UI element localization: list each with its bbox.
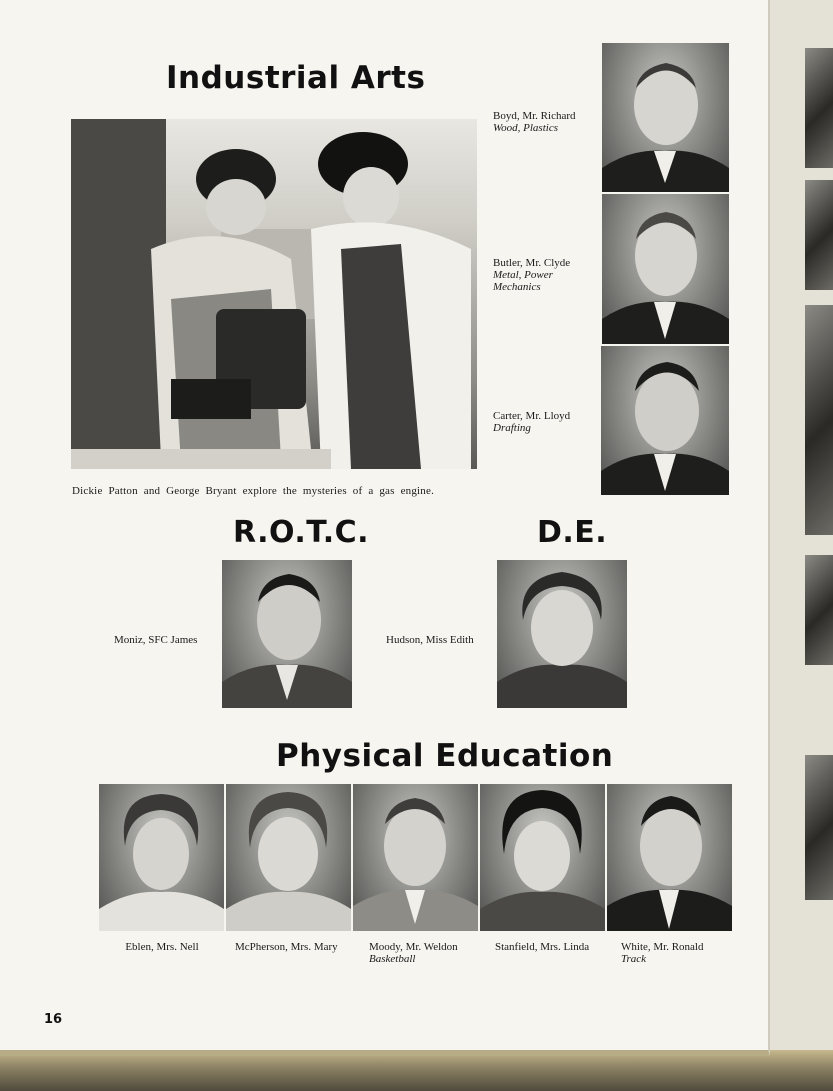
section-heading-rotc: R.O.T.C. [233,515,370,550]
portrait-photo [480,784,605,931]
portrait-photo [226,784,351,931]
portrait-photo [601,346,729,495]
portrait-photo [602,43,729,192]
adjacent-page-photo [805,555,833,665]
faculty-subject: Drafting [493,422,531,434]
portrait-photo [602,194,729,344]
faculty-subject: Track [621,953,647,965]
adjacent-page-photo [805,305,833,535]
section-heading-de: D.E. [537,515,608,550]
faculty-label [369,941,458,965]
adjacent-page-photo [805,180,833,290]
faculty-name: Moniz, SFC James [114,634,198,646]
adjacent-page-photo [805,755,833,900]
faculty-label [103,941,221,953]
shop-photo [71,119,477,469]
faculty-name: Boyd, Mr. Richard [493,110,576,122]
section-heading-physical-education: Physical Education [276,738,614,774]
adjacent-page-photo [805,48,833,168]
faculty-label [493,110,576,134]
portrait-photo [497,560,627,708]
faculty-label [114,634,197,646]
faculty-subject: Metal, Power [493,269,553,281]
faculty-name: Eblen, Mrs. Nell [125,941,199,953]
book-edge [0,1050,833,1091]
faculty-label [621,941,704,965]
portrait-photo [222,560,352,708]
portrait-photo [353,784,478,931]
faculty-name: Hudson, Miss Edith [386,634,474,646]
faculty-label [235,941,338,953]
portrait-photo [607,784,732,931]
faculty-label [493,257,570,293]
shop-photo-caption: Dickie Patton and George Bryant explore the mysteries of a gas engine. [72,485,435,497]
faculty-name: White, Mr. Ronald [621,941,704,953]
faculty-label [386,634,474,646]
faculty-name: Moody, Mr. Weldon [369,941,458,953]
faculty-label [493,410,570,434]
faculty-name: Carter, Mr. Lloyd [493,410,571,422]
faculty-subject: Basketball [369,953,416,965]
faculty-name: Stanfield, Mrs. Linda [495,941,590,953]
page-number: 16 [44,1012,63,1027]
faculty-label [495,941,589,953]
portrait-photo [99,784,224,931]
faculty-subject: Wood, Plastics [493,122,558,134]
faculty-name: Butler, Mr. Clyde [493,257,571,269]
faculty-subject: Mechanics [493,281,541,293]
faculty-name: McPherson, Mrs. Mary [235,941,338,953]
section-heading-industrial-arts: Industrial Arts [166,60,426,96]
